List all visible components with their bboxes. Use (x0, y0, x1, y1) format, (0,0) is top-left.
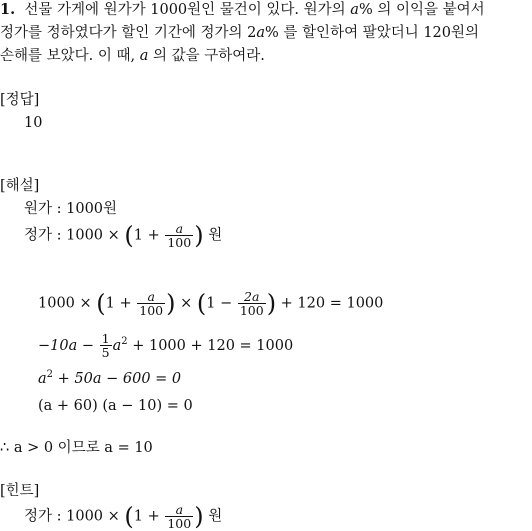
math-text: −10a − (38, 337, 95, 354)
math-text: 정가 : 1000 × (24, 227, 120, 244)
problem-text: 원인 물건이 있다. 원가의 (187, 2, 351, 18)
fraction-num: 2a (238, 290, 266, 304)
math-text: 1 + (133, 227, 160, 244)
math-text: 1 + (133, 508, 160, 525)
equation-2 (38, 332, 293, 359)
solution-label: [해설] (0, 178, 40, 194)
problem-text: 선물 가게에 원가가 (24, 2, 151, 18)
fraction-num: a (165, 503, 193, 517)
solution-cost: 원가 : 1000원 (24, 201, 118, 217)
paren: ) (194, 502, 204, 531)
math-text: 원 (208, 508, 223, 525)
math-text: 정가 : 1000 × (24, 508, 120, 525)
problem-var: a (350, 2, 359, 18)
fraction-num: a (137, 290, 165, 304)
fraction-den: 5 (101, 345, 110, 361)
math-text: + 1000 + 120 = 1000 (132, 337, 294, 354)
math-text: 1000 × (38, 295, 92, 312)
problem-line-1 (0, 0, 485, 20)
math-text: × (180, 295, 193, 312)
equation-3 (38, 365, 181, 389)
paren: ) (266, 289, 277, 318)
paren: ( (196, 289, 207, 318)
fraction-num: 1 (101, 331, 110, 347)
problem-text: 정가를 정하였다가 할인 기간에 정가의 (0, 25, 248, 41)
fraction (100, 332, 112, 359)
equation-1 (38, 290, 383, 317)
paren: ( (124, 221, 134, 250)
answer-label: [정답] (0, 92, 40, 108)
fraction-den: 100 (167, 235, 192, 250)
math-text: a (112, 337, 122, 354)
math-text: 1 − (206, 295, 233, 312)
problem-text: % 를 할인하여 팔았더니 (265, 25, 424, 41)
math-text: a (38, 370, 47, 387)
problem-text: 원의 (451, 25, 480, 41)
problem-text: 120 (423, 25, 452, 41)
paren: ( (96, 289, 106, 318)
fraction-num: a (165, 222, 193, 236)
hint-label: [힌트] (0, 483, 40, 499)
hint-price (24, 503, 222, 530)
problem-text: 손해를 보았다. 이 때, (0, 48, 140, 64)
math-text: 1 + (105, 295, 132, 312)
fraction (165, 503, 193, 530)
problem-var: a (256, 25, 266, 41)
math-text: + 120 = 1000 (280, 295, 384, 312)
fraction-den: 100 (139, 303, 164, 318)
problem-line-3 (0, 46, 265, 66)
fraction-den: 100 (239, 303, 264, 318)
conclusion: ∴ a > 0 이므로 a = 10 (0, 440, 153, 456)
problem-var: a (139, 48, 149, 64)
problem-number: 1. (0, 1, 16, 18)
exponent: 2 (121, 336, 128, 347)
answer-value: 10 (24, 115, 43, 131)
fraction (238, 290, 266, 317)
paren: ) (194, 221, 204, 250)
fraction-den: 100 (167, 516, 192, 531)
fraction (165, 222, 193, 249)
problem-text: 2 (247, 25, 257, 41)
problem-text: 의 값을 구하여라. (148, 48, 265, 64)
paren: ( (124, 502, 134, 531)
paren: ) (166, 289, 176, 318)
equation-4: (a + 60) (a − 10) = 0 (38, 398, 193, 414)
solution-price (24, 222, 222, 249)
math-text: + 50a − 600 = 0 (57, 370, 182, 387)
problem-text: 1000 (150, 2, 188, 18)
math-text: 원 (208, 227, 223, 244)
problem-text: % 의 이익을 붙여서 (358, 2, 485, 18)
problem-line-2 (0, 23, 479, 43)
fraction (137, 290, 165, 317)
exponent: 2 (46, 369, 54, 380)
